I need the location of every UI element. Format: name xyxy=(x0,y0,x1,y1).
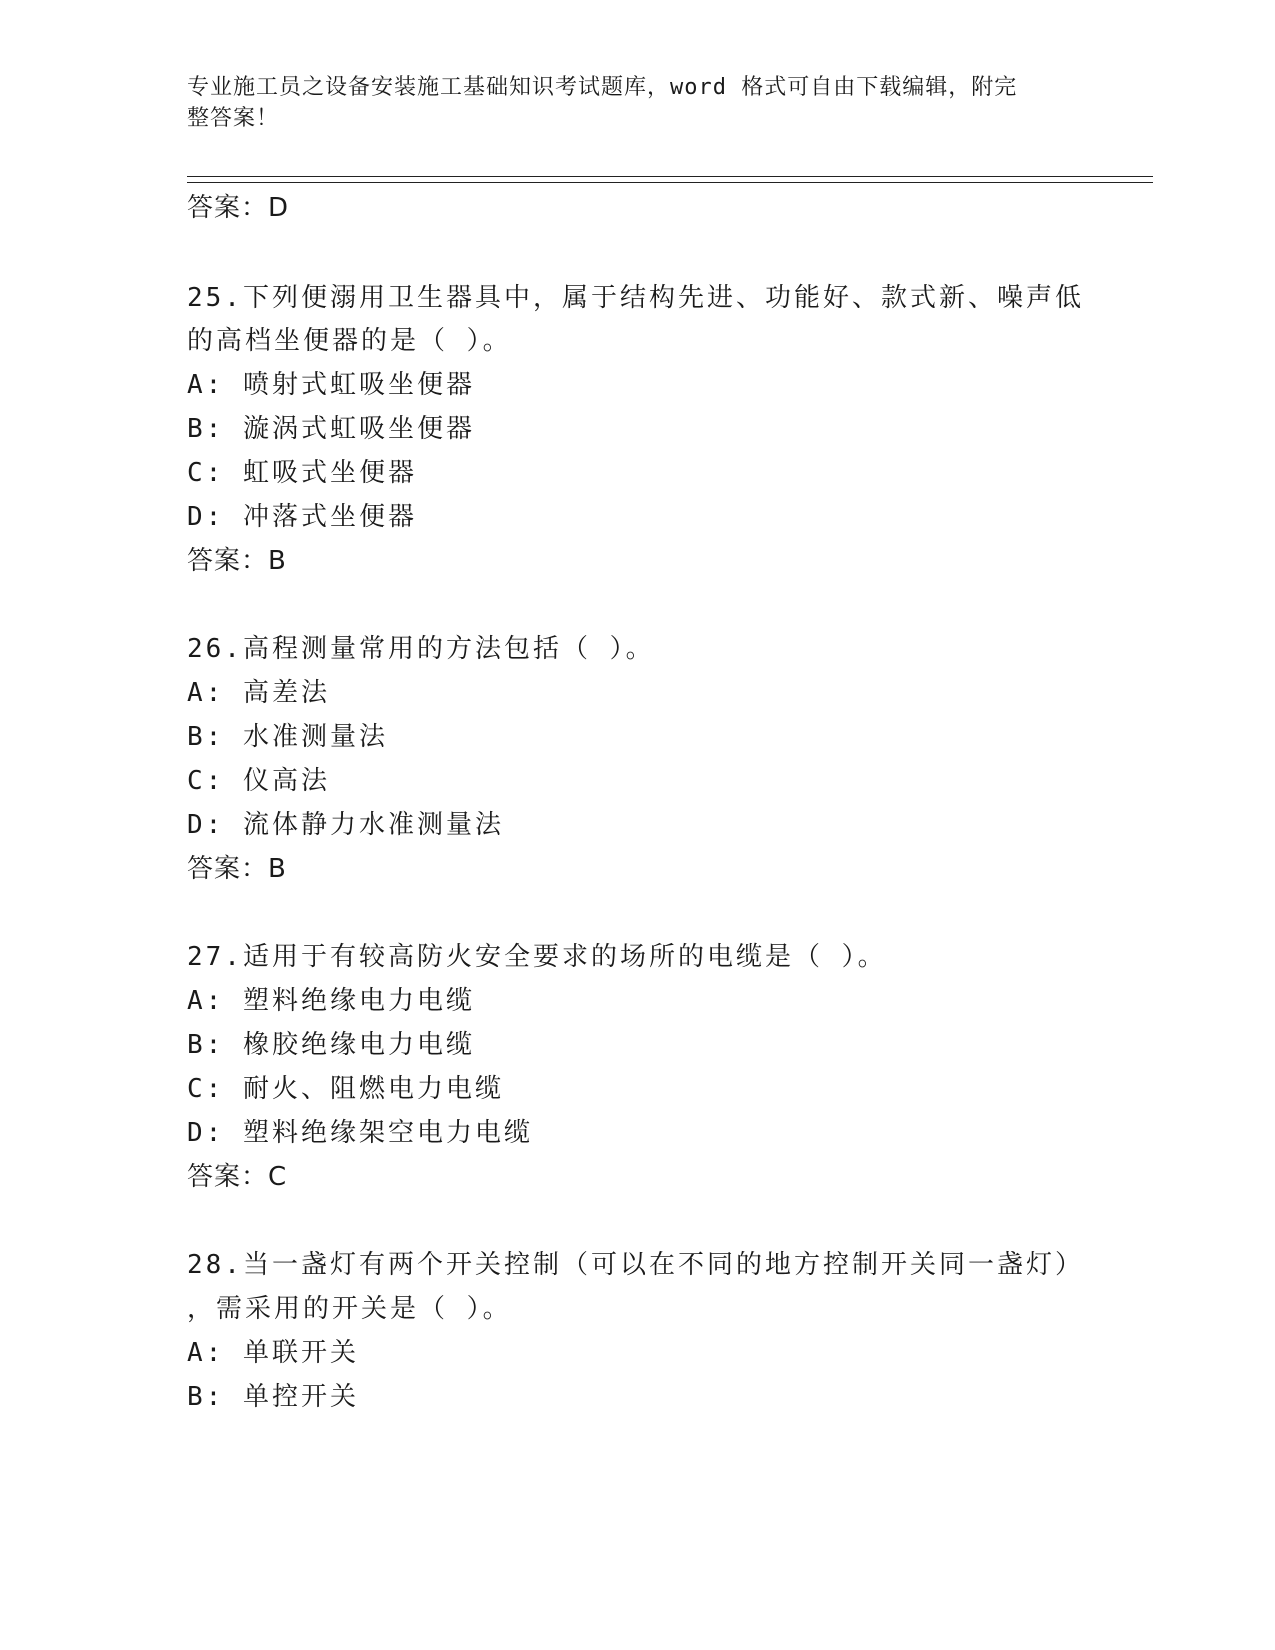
q25-stem-line-1: 25.下列便溺用卫生器具中，属于结构先进、功能好、款式新、噪声低 xyxy=(187,283,1084,313)
header-rule-top xyxy=(187,176,1153,177)
q26-option-c: C: 仪高法 xyxy=(187,766,330,796)
q27-option-d: D: 塑料绝缘架空电力电缆 xyxy=(187,1118,533,1148)
q25-answer: 答案：B xyxy=(187,546,287,576)
q28-stem-line-2: ，需采用的开关是（ ）。 xyxy=(187,1294,512,1324)
q25-option-a: A: 喷射式虹吸坐便器 xyxy=(187,370,475,400)
q25-option-b: B: 漩涡式虹吸坐便器 xyxy=(187,414,475,444)
q26-option-b: B: 水准测量法 xyxy=(187,722,388,752)
q26-option-a: A: 高差法 xyxy=(187,678,330,708)
document-header xyxy=(187,72,1067,134)
q25-stem-line-2: 的高档坐便器的是（ ）。 xyxy=(187,326,512,356)
q28-stem-line-1: 28.当一盏灯有两个开关控制（可以在不同的地方控制开关同一盏灯） xyxy=(187,1250,1084,1280)
q28-option-a: A: 单联开关 xyxy=(187,1338,359,1368)
header-line-2: 整答案！ xyxy=(187,106,280,131)
q25-option-d: D: 冲落式坐便器 xyxy=(187,502,417,532)
header-rule-bottom xyxy=(187,182,1153,183)
q27-stem-line-1: 27.适用于有较高防火安全要求的场所的电缆是（ ）。 xyxy=(187,942,887,972)
q26-answer: 答案：B xyxy=(187,854,287,884)
q27-option-b: B: 橡胶绝缘电力电缆 xyxy=(187,1030,475,1060)
q25-option-c: C: 虹吸式坐便器 xyxy=(187,458,417,488)
q27-answer: 答案：C xyxy=(187,1162,288,1192)
q26-option-d: D: 流体静力水准测量法 xyxy=(187,810,504,840)
q26-stem-line-1: 26.高程测量常用的方法包括（ ）。 xyxy=(187,634,655,664)
header-line-1: 专业施工员之设备安装施工基础知识考试题库，word 格式可自由下载编辑，附完 xyxy=(187,75,1018,100)
q27-option-c: C: 耐火、阻燃电力电缆 xyxy=(187,1074,504,1104)
prev-answer: 答案：D xyxy=(187,193,290,223)
q27-option-a: A: 塑料绝缘电力电缆 xyxy=(187,986,475,1016)
q28-option-b: B: 单控开关 xyxy=(187,1382,359,1412)
